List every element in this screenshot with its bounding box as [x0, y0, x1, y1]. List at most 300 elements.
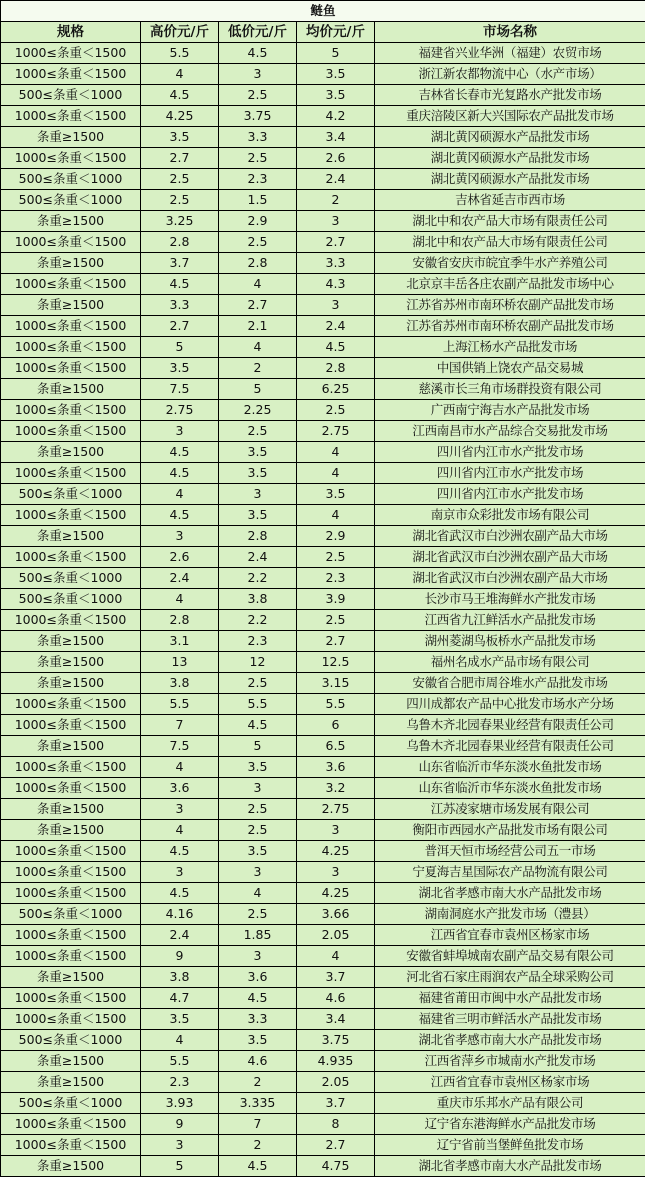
- market-name-cell: 山东省临沂市华东淡水鱼批发市场: [375, 778, 645, 799]
- header-low-price: 低价元/斤: [219, 22, 297, 43]
- low-price-cell: 2.5: [219, 673, 297, 694]
- market-name-cell: 福建省三明市鲜活水产品批发市场: [375, 1009, 645, 1030]
- spec-cell: 500≤条重＜1000: [1, 589, 141, 610]
- low-price-cell: 3.3: [219, 1009, 297, 1030]
- table-row: [1, 946, 645, 967]
- avg-price-cell: 8: [297, 1114, 375, 1135]
- table-row: [1, 694, 645, 715]
- low-price-cell: 2.7: [219, 295, 297, 316]
- spec-cell: 1000≤条重＜1500: [1, 106, 141, 127]
- table-row: [1, 1072, 645, 1093]
- low-price-cell: 3.75: [219, 106, 297, 127]
- high-price-cell: 2.8: [141, 610, 219, 631]
- low-price-cell: 1.5: [219, 190, 297, 211]
- low-price-cell: 4.5: [219, 1156, 297, 1177]
- market-name-cell: 江苏凌家塘市场发展有限公司: [375, 799, 645, 820]
- avg-price-cell: 4.2: [297, 106, 375, 127]
- table-row: [1, 1114, 645, 1135]
- avg-price-cell: 3.5: [297, 64, 375, 85]
- table-row: [1, 862, 645, 883]
- avg-price-cell: 3.9: [297, 589, 375, 610]
- market-name-cell: 江西南昌市水产品综合交易批发市场: [375, 421, 645, 442]
- spec-cell: 条重≥1500: [1, 820, 141, 841]
- spec-cell: 条重≥1500: [1, 652, 141, 673]
- high-price-cell: 3.5: [141, 358, 219, 379]
- table-row: [1, 610, 645, 631]
- spec-cell: 500≤条重＜1000: [1, 904, 141, 925]
- avg-price-cell: 3.7: [297, 1093, 375, 1114]
- market-name-cell: 湖州菱湖鸟板桥水产品批发市场: [375, 631, 645, 652]
- low-price-cell: 2.5: [219, 421, 297, 442]
- table-row: [1, 715, 645, 736]
- low-price-cell: 2: [219, 358, 297, 379]
- avg-price-cell: 2.5: [297, 547, 375, 568]
- market-name-cell: 吉林省长春市光复路水产批发市场: [375, 85, 645, 106]
- low-price-cell: 3: [219, 862, 297, 883]
- avg-price-cell: 3.3: [297, 253, 375, 274]
- spec-cell: 1000≤条重＜1500: [1, 883, 141, 904]
- spec-cell: 条重≥1500: [1, 1072, 141, 1093]
- table-row: [1, 568, 645, 589]
- table-row: [1, 820, 645, 841]
- spec-cell: 1000≤条重＜1500: [1, 421, 141, 442]
- table-row: [1, 799, 645, 820]
- spec-cell: 1000≤条重＜1500: [1, 400, 141, 421]
- market-name-cell: 宁夏海吉星国际农产品物流有限公司: [375, 862, 645, 883]
- market-name-cell: 辽宁省前当堡鲜鱼批发市场: [375, 1135, 645, 1156]
- low-price-cell: 2.8: [219, 526, 297, 547]
- spec-cell: 条重≥1500: [1, 673, 141, 694]
- table-row: [1, 274, 645, 295]
- table-row: [1, 148, 645, 169]
- table-row: [1, 463, 645, 484]
- market-name-cell: 南京市众彩批发市场有限公司: [375, 505, 645, 526]
- market-name-cell: 湖南洞庭水产批发市场（澧县）: [375, 904, 645, 925]
- table-row: [1, 883, 645, 904]
- title-row: [1, 1, 645, 22]
- spec-cell: 500≤条重＜1000: [1, 190, 141, 211]
- market-name-cell: 湖北省武汉市白沙洲农副产品大市场: [375, 547, 645, 568]
- avg-price-cell: 3.66: [297, 904, 375, 925]
- low-price-cell: 3.8: [219, 589, 297, 610]
- table-row: [1, 1093, 645, 1114]
- header-high-price: 高价元/斤: [141, 22, 219, 43]
- spec-cell: 1000≤条重＜1500: [1, 358, 141, 379]
- table-row: [1, 841, 645, 862]
- header-market-name: 市场名称: [375, 22, 645, 43]
- market-name-cell: 四川省内江市水产批发市场: [375, 463, 645, 484]
- avg-price-cell: 3.6: [297, 757, 375, 778]
- high-price-cell: 4.5: [141, 841, 219, 862]
- spec-cell: 条重≥1500: [1, 631, 141, 652]
- spec-cell: 条重≥1500: [1, 526, 141, 547]
- high-price-cell: 9: [141, 1114, 219, 1135]
- market-name-cell: 长沙市马王堆海鲜水产批发市场: [375, 589, 645, 610]
- high-price-cell: 2.5: [141, 169, 219, 190]
- high-price-cell: 3.5: [141, 1009, 219, 1030]
- market-name-cell: 安徽省合肥市周谷堆水产品批发市场: [375, 673, 645, 694]
- high-price-cell: 4: [141, 1030, 219, 1051]
- high-price-cell: 3.5: [141, 127, 219, 148]
- table-title: 鲢鱼: [1, 1, 645, 22]
- high-price-cell: 2.7: [141, 148, 219, 169]
- table-row: [1, 1051, 645, 1072]
- high-price-cell: 4: [141, 820, 219, 841]
- spec-cell: 1000≤条重＜1500: [1, 505, 141, 526]
- avg-price-cell: 2.4: [297, 316, 375, 337]
- market-name-cell: 江西省宜春市袁州区杨家市场: [375, 925, 645, 946]
- high-price-cell: 4.5: [141, 85, 219, 106]
- spec-cell: 条重≥1500: [1, 442, 141, 463]
- market-name-cell: 乌鲁木齐北园春果业经营有限责任公司: [375, 715, 645, 736]
- spec-cell: 1000≤条重＜1500: [1, 757, 141, 778]
- market-name-cell: 四川省内江市水产批发市场: [375, 442, 645, 463]
- high-price-cell: 7.5: [141, 379, 219, 400]
- high-price-cell: 3.7: [141, 253, 219, 274]
- low-price-cell: 7: [219, 1114, 297, 1135]
- market-name-cell: 辽宁省东港海鲜水产品批发市场: [375, 1114, 645, 1135]
- avg-price-cell: 3.2: [297, 778, 375, 799]
- table-row: [1, 190, 645, 211]
- header-avg-price: 均价元/斤: [297, 22, 375, 43]
- table-row: [1, 442, 645, 463]
- spec-cell: 1000≤条重＜1500: [1, 778, 141, 799]
- high-price-cell: 3: [141, 862, 219, 883]
- high-price-cell: 5.5: [141, 694, 219, 715]
- market-name-cell: 乌鲁木齐北园春果业经营有限责任公司: [375, 736, 645, 757]
- high-price-cell: 2.75: [141, 400, 219, 421]
- low-price-cell: 3: [219, 64, 297, 85]
- low-price-cell: 5: [219, 736, 297, 757]
- table-row: [1, 505, 645, 526]
- spec-cell: 1000≤条重＜1500: [1, 1114, 141, 1135]
- market-name-cell: 湖北黄冈硕源水产品批发市场: [375, 127, 645, 148]
- low-price-cell: 4.5: [219, 43, 297, 64]
- spec-cell: 条重≥1500: [1, 211, 141, 232]
- high-price-cell: 4.5: [141, 883, 219, 904]
- table-row: [1, 337, 645, 358]
- low-price-cell: 2.5: [219, 820, 297, 841]
- high-price-cell: 3.6: [141, 778, 219, 799]
- avg-price-cell: 4.3: [297, 274, 375, 295]
- low-price-cell: 3.5: [219, 442, 297, 463]
- low-price-cell: 2.5: [219, 799, 297, 820]
- avg-price-cell: 3.4: [297, 127, 375, 148]
- low-price-cell: 2.3: [219, 631, 297, 652]
- market-name-cell: 浙江新农都物流中心（水产市场）: [375, 64, 645, 85]
- header-row: [1, 22, 645, 43]
- spec-cell: 1000≤条重＜1500: [1, 64, 141, 85]
- avg-price-cell: 4.935: [297, 1051, 375, 1072]
- low-price-cell: 12: [219, 652, 297, 673]
- market-name-cell: 重庆涪陵区新大兴国际农产品批发市场: [375, 106, 645, 127]
- table-row: [1, 295, 645, 316]
- market-name-cell: 湖北省孝感市南大水产品批发市场: [375, 1030, 645, 1051]
- low-price-cell: 3.5: [219, 505, 297, 526]
- high-price-cell: 2.3: [141, 1072, 219, 1093]
- table-row: [1, 253, 645, 274]
- avg-price-cell: 2.7: [297, 1135, 375, 1156]
- avg-price-cell: 2.8: [297, 358, 375, 379]
- high-price-cell: 9: [141, 946, 219, 967]
- high-price-cell: 4: [141, 589, 219, 610]
- table-row: [1, 988, 645, 1009]
- low-price-cell: 2.4: [219, 547, 297, 568]
- high-price-cell: 4.16: [141, 904, 219, 925]
- table-row: [1, 526, 645, 547]
- table-row: [1, 211, 645, 232]
- spec-cell: 1000≤条重＜1500: [1, 925, 141, 946]
- table-row: [1, 127, 645, 148]
- high-price-cell: 13: [141, 652, 219, 673]
- avg-price-cell: 2.05: [297, 1072, 375, 1093]
- high-price-cell: 2.8: [141, 232, 219, 253]
- avg-price-cell: 3: [297, 862, 375, 883]
- avg-price-cell: 2.7: [297, 631, 375, 652]
- table-row: [1, 358, 645, 379]
- spec-cell: 1000≤条重＜1500: [1, 43, 141, 64]
- low-price-cell: 2.8: [219, 253, 297, 274]
- market-name-cell: 福建省莆田市闽中水产品批发市场: [375, 988, 645, 1009]
- low-price-cell: 3.5: [219, 1030, 297, 1051]
- high-price-cell: 3.3: [141, 295, 219, 316]
- table-row: [1, 1156, 645, 1177]
- low-price-cell: 2.9: [219, 211, 297, 232]
- table-row: [1, 925, 645, 946]
- low-price-cell: 3: [219, 778, 297, 799]
- high-price-cell: 4.5: [141, 505, 219, 526]
- spec-cell: 1000≤条重＜1500: [1, 1009, 141, 1030]
- table-row: [1, 967, 645, 988]
- market-name-cell: 江西省宜春市袁州区杨家市场: [375, 1072, 645, 1093]
- table-row: [1, 421, 645, 442]
- spec-cell: 1000≤条重＜1500: [1, 316, 141, 337]
- avg-price-cell: 4: [297, 442, 375, 463]
- low-price-cell: 3.5: [219, 757, 297, 778]
- high-price-cell: 2.6: [141, 547, 219, 568]
- low-price-cell: 1.85: [219, 925, 297, 946]
- spec-cell: 500≤条重＜1000: [1, 1093, 141, 1114]
- market-name-cell: 江苏省苏州市南环桥农副产品批发市场: [375, 316, 645, 337]
- table-row: [1, 169, 645, 190]
- avg-price-cell: 2.4: [297, 169, 375, 190]
- avg-price-cell: 3.75: [297, 1030, 375, 1051]
- table-row: [1, 652, 645, 673]
- low-price-cell: 2.1: [219, 316, 297, 337]
- table-row: [1, 64, 645, 85]
- avg-price-cell: 4.6: [297, 988, 375, 1009]
- avg-price-cell: 4.75: [297, 1156, 375, 1177]
- market-name-cell: 湖北省孝感市南大水产品批发市场: [375, 883, 645, 904]
- avg-price-cell: 6.5: [297, 736, 375, 757]
- low-price-cell: 3: [219, 484, 297, 505]
- market-name-cell: 福州名成水产品市场有限公司: [375, 652, 645, 673]
- avg-price-cell: 3: [297, 820, 375, 841]
- avg-price-cell: 6.25: [297, 379, 375, 400]
- high-price-cell: 7.5: [141, 736, 219, 757]
- low-price-cell: 4: [219, 883, 297, 904]
- market-name-cell: 普洱天恒市场经营公司五一市场: [375, 841, 645, 862]
- market-name-cell: 慈溪市长三角市场群投资有限公司: [375, 379, 645, 400]
- high-price-cell: 2.4: [141, 568, 219, 589]
- market-name-cell: 湖北中和农产品大市场有限责任公司: [375, 211, 645, 232]
- market-name-cell: 衡阳市西园水产品批发市场有限公司: [375, 820, 645, 841]
- market-name-cell: 湖北省武汉市白沙洲农副产品大市场: [375, 568, 645, 589]
- spec-cell: 1000≤条重＜1500: [1, 862, 141, 883]
- avg-price-cell: 2.75: [297, 421, 375, 442]
- avg-price-cell: 4: [297, 505, 375, 526]
- market-name-cell: 吉林省延吉市西市场: [375, 190, 645, 211]
- avg-price-cell: 6: [297, 715, 375, 736]
- avg-price-cell: 2.9: [297, 526, 375, 547]
- avg-price-cell: 2.05: [297, 925, 375, 946]
- spec-cell: 1000≤条重＜1500: [1, 1135, 141, 1156]
- low-price-cell: 2.5: [219, 85, 297, 106]
- low-price-cell: 2: [219, 1072, 297, 1093]
- spec-cell: 条重≥1500: [1, 1051, 141, 1072]
- market-name-cell: 湖北中和农产品大市场有限责任公司: [375, 232, 645, 253]
- low-price-cell: 3.6: [219, 967, 297, 988]
- low-price-cell: 2.2: [219, 610, 297, 631]
- low-price-cell: 4.6: [219, 1051, 297, 1072]
- avg-price-cell: 4.25: [297, 841, 375, 862]
- high-price-cell: 3: [141, 421, 219, 442]
- spec-cell: 1000≤条重＜1500: [1, 337, 141, 358]
- low-price-cell: 2.25: [219, 400, 297, 421]
- spec-cell: 500≤条重＜1000: [1, 484, 141, 505]
- spec-cell: 1000≤条重＜1500: [1, 715, 141, 736]
- market-name-cell: 中国供销上饶农产品交易城: [375, 358, 645, 379]
- high-price-cell: 3.8: [141, 967, 219, 988]
- avg-price-cell: 3: [297, 211, 375, 232]
- low-price-cell: 2.5: [219, 148, 297, 169]
- high-price-cell: 4: [141, 64, 219, 85]
- market-name-cell: 江西省萍乡市城南水产批发市场: [375, 1051, 645, 1072]
- spec-cell: 500≤条重＜1000: [1, 85, 141, 106]
- low-price-cell: 2.2: [219, 568, 297, 589]
- table-row: [1, 757, 645, 778]
- table-row: [1, 631, 645, 652]
- avg-price-cell: 12.5: [297, 652, 375, 673]
- high-price-cell: 3.1: [141, 631, 219, 652]
- low-price-cell: 4: [219, 274, 297, 295]
- market-name-cell: 上海江杨水产品批发市场: [375, 337, 645, 358]
- table-row: [1, 547, 645, 568]
- market-name-cell: 四川省内江市水产批发市场: [375, 484, 645, 505]
- table-row: [1, 316, 645, 337]
- spec-cell: 500≤条重＜1000: [1, 169, 141, 190]
- avg-price-cell: 5: [297, 43, 375, 64]
- avg-price-cell: 3.7: [297, 967, 375, 988]
- spec-cell: 条重≥1500: [1, 295, 141, 316]
- avg-price-cell: 5.5: [297, 694, 375, 715]
- low-price-cell: 2: [219, 1135, 297, 1156]
- table-row: [1, 484, 645, 505]
- high-price-cell: 5.5: [141, 43, 219, 64]
- high-price-cell: 4.5: [141, 463, 219, 484]
- high-price-cell: 3: [141, 1135, 219, 1156]
- table-row: [1, 673, 645, 694]
- header-spec: 规格: [1, 22, 141, 43]
- avg-price-cell: 2.5: [297, 610, 375, 631]
- avg-price-cell: 4.25: [297, 883, 375, 904]
- avg-price-cell: 3: [297, 295, 375, 316]
- avg-price-cell: 3.5: [297, 484, 375, 505]
- high-price-cell: 3.25: [141, 211, 219, 232]
- high-price-cell: 3: [141, 799, 219, 820]
- high-price-cell: 4.5: [141, 274, 219, 295]
- high-price-cell: 2.7: [141, 316, 219, 337]
- low-price-cell: 2.5: [219, 232, 297, 253]
- table-row: [1, 43, 645, 64]
- avg-price-cell: 3.15: [297, 673, 375, 694]
- market-name-cell: 湖北省武汉市白沙洲农副产品大市场: [375, 526, 645, 547]
- low-price-cell: 3.335: [219, 1093, 297, 1114]
- low-price-cell: 2.5: [219, 904, 297, 925]
- market-name-cell: 福建省兴业华洲（福建）农贸市场: [375, 43, 645, 64]
- high-price-cell: 4.7: [141, 988, 219, 1009]
- spec-cell: 1000≤条重＜1500: [1, 274, 141, 295]
- avg-price-cell: 4.5: [297, 337, 375, 358]
- market-name-cell: 重庆市乐邦水产品有限公司: [375, 1093, 645, 1114]
- spec-cell: 500≤条重＜1000: [1, 568, 141, 589]
- avg-price-cell: 2.6: [297, 148, 375, 169]
- spec-cell: 条重≥1500: [1, 1156, 141, 1177]
- high-price-cell: 3.93: [141, 1093, 219, 1114]
- spec-cell: 1000≤条重＜1500: [1, 547, 141, 568]
- spec-cell: 1000≤条重＜1500: [1, 988, 141, 1009]
- spec-cell: 1000≤条重＜1500: [1, 232, 141, 253]
- high-price-cell: 4: [141, 757, 219, 778]
- table-row: [1, 904, 645, 925]
- spec-cell: 1000≤条重＜1500: [1, 694, 141, 715]
- table-row: [1, 1030, 645, 1051]
- table-row: [1, 1009, 645, 1030]
- avg-price-cell: 2.3: [297, 568, 375, 589]
- high-price-cell: 5.5: [141, 1051, 219, 1072]
- low-price-cell: 5: [219, 379, 297, 400]
- avg-price-cell: 3.5: [297, 85, 375, 106]
- low-price-cell: 4.5: [219, 988, 297, 1009]
- market-name-cell: 江苏省苏州市南环桥农副产品批发市场: [375, 295, 645, 316]
- spec-cell: 条重≥1500: [1, 736, 141, 757]
- spec-cell: 1000≤条重＜1500: [1, 946, 141, 967]
- high-price-cell: 3.8: [141, 673, 219, 694]
- spec-cell: 条重≥1500: [1, 379, 141, 400]
- market-name-cell: 北京京丰岳各庄农副产品批发市场中心: [375, 274, 645, 295]
- table-row: [1, 736, 645, 757]
- market-name-cell: 山东省临沂市华东淡水鱼批发市场: [375, 757, 645, 778]
- high-price-cell: 4.25: [141, 106, 219, 127]
- avg-price-cell: 4: [297, 463, 375, 484]
- table-row: [1, 106, 645, 127]
- low-price-cell: 3.5: [219, 463, 297, 484]
- avg-price-cell: 2: [297, 190, 375, 211]
- table-row: [1, 232, 645, 253]
- market-name-cell: 四川成都农产品中心批发市场水产分场: [375, 694, 645, 715]
- low-price-cell: 4.5: [219, 715, 297, 736]
- market-name-cell: 湖北黄冈硕源水产品批发市场: [375, 148, 645, 169]
- market-name-cell: 湖北省孝感市南大水产品批发市场: [375, 1156, 645, 1177]
- table-row: [1, 400, 645, 421]
- low-price-cell: 5.5: [219, 694, 297, 715]
- market-name-cell: 湖北黄冈硕源水产品批发市场: [375, 169, 645, 190]
- table-row: [1, 589, 645, 610]
- avg-price-cell: 4: [297, 946, 375, 967]
- spec-cell: 500≤条重＜1000: [1, 1030, 141, 1051]
- low-price-cell: 2.3: [219, 169, 297, 190]
- market-name-cell: 河北省石家庄雨润农产品全球采购公司: [375, 967, 645, 988]
